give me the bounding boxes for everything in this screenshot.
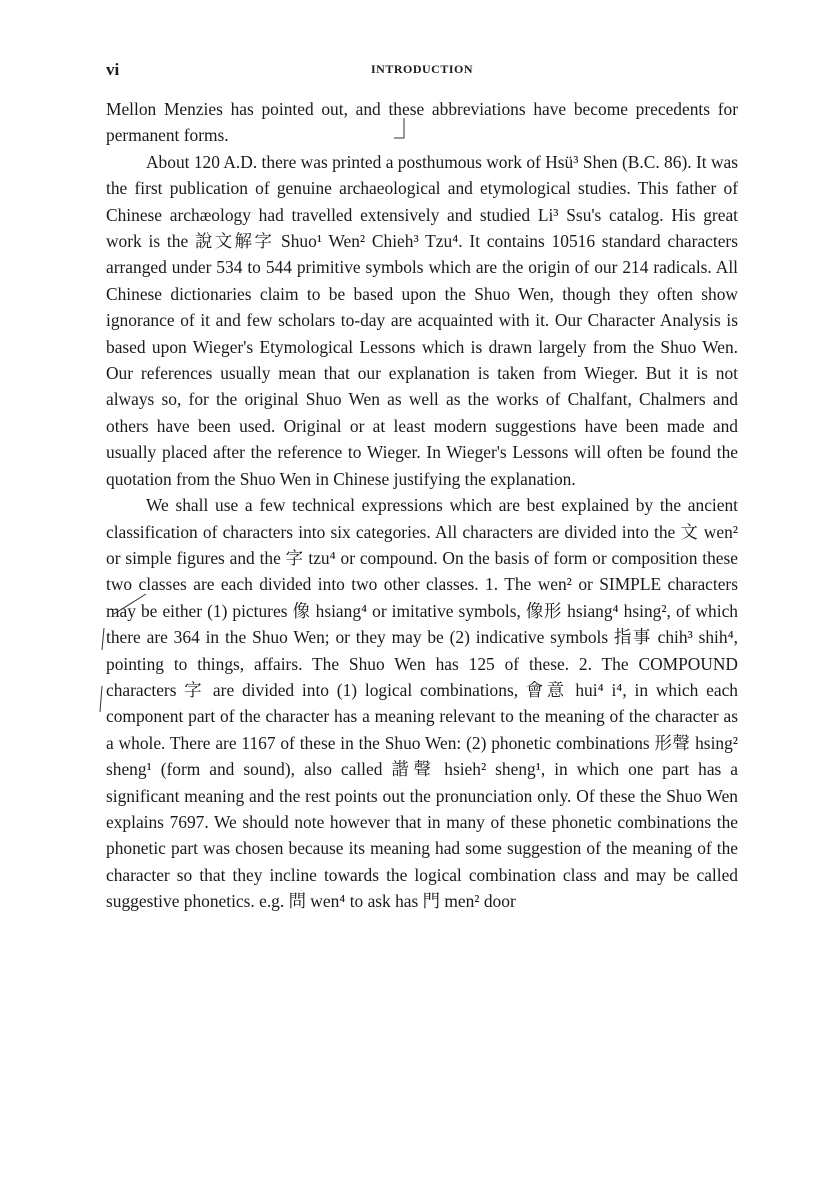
running-head: INTRODUCTION bbox=[370, 62, 473, 76]
body-text bbox=[106, 96, 738, 915]
paragraph-1: Mellon Menzies has pointed out, and these abbreviations have become precedents for permanent forms. bbox=[106, 99, 738, 146]
bracket-pencil-mark-icon bbox=[392, 116, 412, 146]
margin-pencil-mark-icon bbox=[96, 588, 156, 718]
page-header bbox=[106, 60, 738, 80]
paragraph-2: About 120 A.D. there was printed a posthumous work of Hsü³ Shen (B.C. 86). It was the first publication of genuine archaeological and etymological studies. This father of Chinese archæology had travelled extensively and studied Li³ Ssu's catalog. His great work is the 說文解字 Shuo¹ Wen² Chieh³ Tzu⁴. It contains 10516 standard characters arranged under 534 to 544 primitive symbols which are the origin of our 214 radicals. All Chinese dictionaries claim to be based upon the Shuo Wen, though they often show ignorance of it and few scholars to-day are acquainted with it. Our Character Analysis is based upon Wieger's Etymological Lessons which is drawn largely from the Shuo Wen. Our references usually mean that our explanation is taken from Wieger. But it is not always so, for the original Shuo Wen as well as the works of Chalfant, Chalmers and others have been used. Original or at least modern suggestions have been made and usually placed after the reference to Wieger. In Wieger's Lessons will often be found the quotation from the Shuo Wen in Chinese justifying the explanation. bbox=[106, 151, 738, 489]
paragraph-3: We shall use a few technical expressions which are best explained by the ancient classification of characters into six categories. All characters are divided into the 文 wen² or simple figures and the 字 tzu⁴ or compound. On the basis of form or composition these two classes are each divided into two other classes. 1. The wen² or SIMPLE characters may be either (1) pictures 像 hsiang⁴ or imitative symbols, 像形 hsiang⁴ hsing², of which there are 364 in the Shuo Wen; or they may be (2) indicative symbols 指事 chih³ shih⁴, pointing to things, affairs. The Shuo Wen has 125 of these. 2. The COMPOUND characters 字 are divided into (1) logical combinations, 會意 hui⁴ i⁴, in which each component part of the character has a meaning relevant to the meaning of the character as a whole. There are 1167 of these in the Shuo Wen: (2) phonetic combinations 形聲 hsing² sheng¹ (form and sound), also called 諧聲 hsieh² sheng¹, in which one part has a significant meaning and the rest points out the pronunciation only. Of these the Shuo Wen explains 7697. We should note however that in many of these phonetic combinations the phonetic part was chosen because its meaning had some suggestion of the meaning of the character so that they incline towards the logical combination class and may be called suggestive phonetics. e.g. 問 wen⁴ to ask has 門 men² door bbox=[106, 495, 738, 912]
page-number: vi bbox=[106, 60, 120, 79]
